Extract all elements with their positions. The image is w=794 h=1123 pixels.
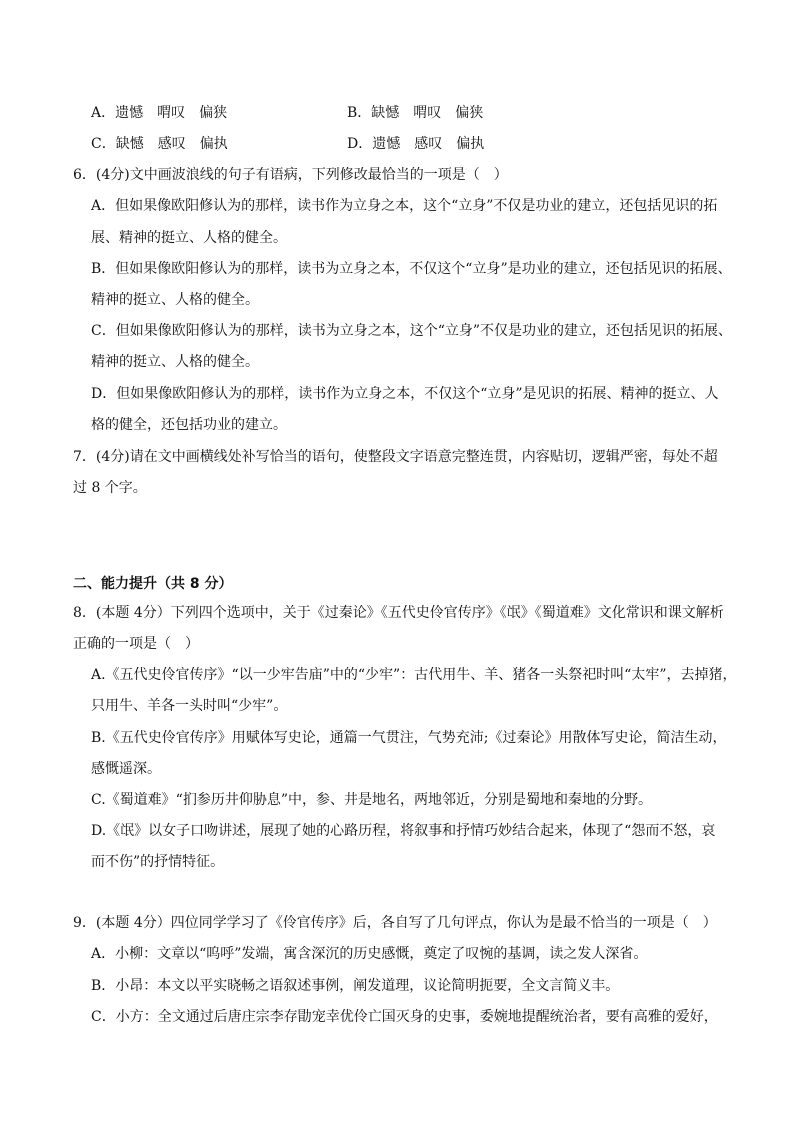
q5-option-b[interactable]: B．缺憾 喟叹 偏狭: [347, 105, 484, 121]
q5-option-c[interactable]: C．缺憾 感叹 偏执: [91, 136, 228, 152]
q7-stem-cont: 过 8 个字。: [73, 480, 147, 496]
q6-option-c[interactable]: C．但如果像欧阳修认为的那样，读书为立身之本，这个“立身”不仅是功业的建立，还包括见识的拓展、: [91, 323, 733, 339]
section-heading: 二、能力提升（共 8 分）: [73, 576, 233, 592]
q8-option-c[interactable]: C.《蜀道难》“扪参历井仰胁息”中，参、井是地名，两地邻近，分别是蜀地和秦地的分野。: [91, 792, 652, 808]
q9-option-c[interactable]: C．小方：全文通过后唐庄宗李存勖宠幸优伶亡国灭身的史事，委婉地提醒统治者，要有高雅的爱好，: [91, 1009, 718, 1025]
q6-option-a[interactable]: A．但如果像欧阳修认为的那样，读书作为立身之本，这个“立身”不仅是功业的建立，还包括见识的拓: [91, 198, 718, 214]
q9-option-b[interactable]: B．小昂：本文以平实晓畅之语叙述事例，阐发道理，议论简明扼要，全文言简义丰。: [91, 978, 620, 994]
q8-stem-cont: 正确的一项是（ ）: [73, 636, 199, 652]
q6-option-d-cont: 格的健全，还包括功业的建立。: [91, 417, 287, 433]
q9-stem: 9．(本题 4分）四位同学学习了《伶官传序》后，各自写了几句评点，你认为是最不恰当的一项是（ ）: [73, 915, 717, 931]
q8-option-a-cont: 只用牛、羊各一头时叫“少牢”。: [91, 698, 288, 714]
q8-option-d-cont: 而不伤”的抒情特征。: [91, 854, 225, 870]
q6-option-a-cont: 展、精神的挺立、人格的健全。: [91, 230, 287, 246]
q9-option-a[interactable]: A．小柳：文章以“呜呼”发端，寓含深沉的历史感慨，奠定了叹惋的基调，读之发人深省。: [91, 946, 648, 962]
q8-option-b[interactable]: B.《五代史伶官传序》用赋体写史论，通篇一气贯注，气势充沛;《过秦论》用散体写史论，简洁生动，: [91, 730, 727, 746]
q6-option-d[interactable]: D．但如果像欧阳修认为的那样，读书作为立身之本，不仅这个“立身”是见识的拓展、精神的挺立、人: [91, 386, 719, 402]
q8-stem: 8．(本题 4分）下列四个选项中，关于《过秦论》《五代史伶官传序》《氓》《蜀道难》文化常识和课文解析: [73, 605, 724, 621]
q6-option-c-cont: 精神的挺立、人格的健全。: [91, 354, 259, 370]
q8-option-d[interactable]: D.《氓》以女子口吻讲述，展现了她的心路历程，将叙事和抒情巧妙结合起来，体现了“怨而不怒，哀: [91, 823, 716, 839]
q5-option-d[interactable]: D．遗憾 感叹 偏执: [347, 136, 485, 152]
q6-option-b-cont: 精神的挺立、人格的健全。: [91, 292, 259, 308]
q5-option-a[interactable]: A．遗憾 喟叹 偏狭: [91, 105, 228, 121]
q8-option-b-cont: 感慨遥深。: [91, 761, 161, 777]
q6-option-b[interactable]: B．但如果像欧阳修认为的那样，读书为立身之本，不仅这个“立身”是功业的建立，还包括见识的拓展、: [91, 261, 732, 277]
q7-stem: 7．(4分)请在文中画横线处补写恰当的语句，使整段文字语意完整连贯，内容贴切，逻辑严密，每处不超: [73, 449, 718, 465]
q6-stem: 6．(4分)文中画波浪线的句子有语病，下列修改最恰当的一项是（ ）: [73, 167, 508, 183]
q8-option-a[interactable]: A.《五代史伶官传序》“以一少牢告庙”中的“少牢”：古代用牛、羊、猪各一头祭祀时叫“太牢”，去掉猪，: [91, 667, 737, 683]
